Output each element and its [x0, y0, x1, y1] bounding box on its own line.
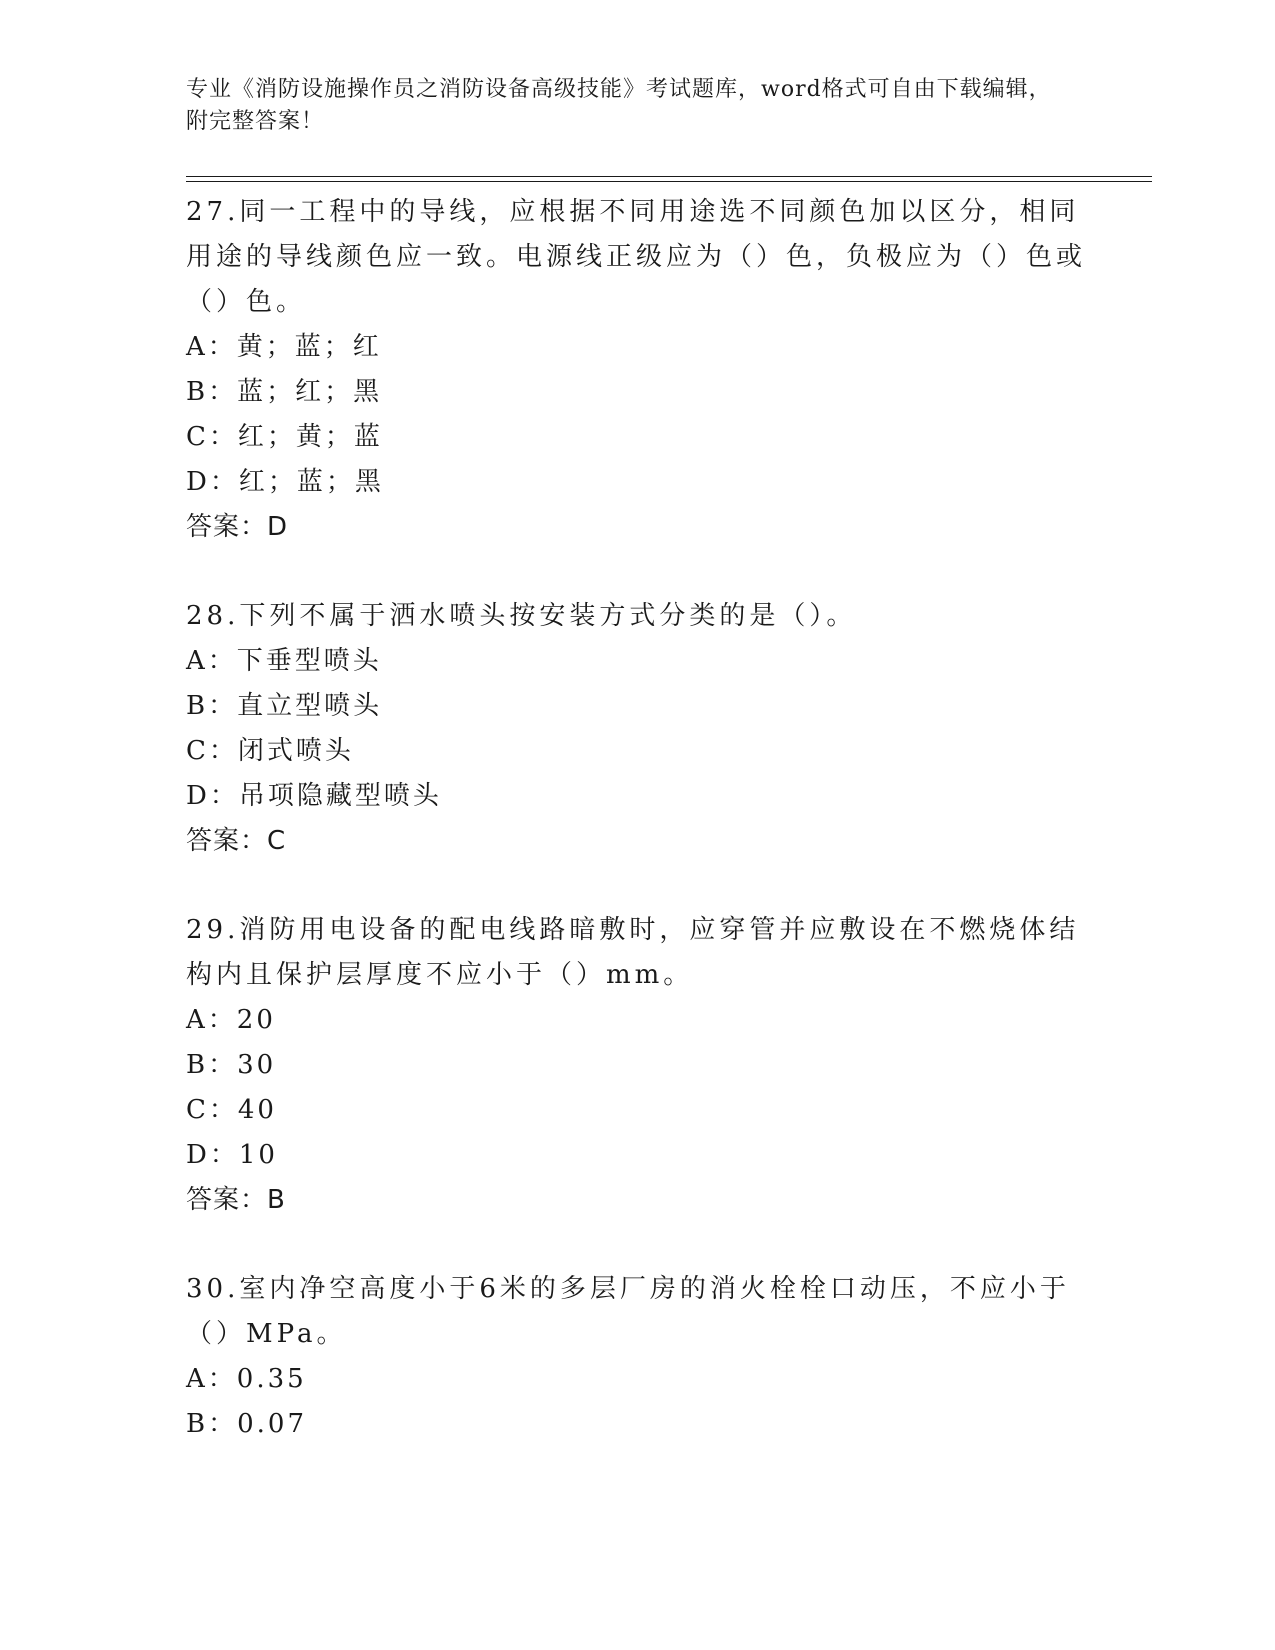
option-a: A：下垂型喷头	[186, 646, 382, 676]
question-27	[186, 190, 1086, 550]
answer: 答案：C	[186, 826, 287, 856]
option-c: C：40	[186, 1095, 277, 1125]
answer: 答案：D	[186, 512, 289, 542]
option-b: B：蓝；红；黑	[186, 377, 383, 407]
option-d: D：红；蓝；黑	[186, 467, 384, 497]
header-divider-top	[186, 176, 1152, 177]
question-stem: 27.同一工程中的导线，应根据不同用途选不同颜色加以区分，相同用途的导线颜色应一致。电源线正级应为（）色，负极应为（）色或（）色。	[186, 197, 1087, 317]
option-c: C：闭式喷头	[186, 736, 354, 766]
question-30	[186, 1267, 1086, 1447]
option-a: A：20	[186, 1005, 276, 1035]
question-stem: 28.下列不属于洒水喷头按安装方式分类的是（）。	[186, 601, 857, 631]
option-b: B：0.07	[186, 1409, 307, 1439]
question-stem: 30.室内净空高度小于6米的多层厂房的消火栓栓口动压，不应小于（）MPa。	[186, 1274, 1070, 1349]
document-header: 专业《消防设施操作员之消防设备高级技能》考试题库，word格式可自由下载编辑，附完整答案！	[186, 77, 1052, 134]
option-a: A：黄；蓝；红	[186, 332, 382, 362]
header-divider-bottom	[186, 181, 1152, 182]
question-29	[186, 908, 1086, 1223]
option-d: D：吊项隐藏型喷头	[186, 781, 442, 811]
option-a: A：0.35	[186, 1364, 307, 1394]
question-28	[186, 594, 1086, 864]
option-d: D：10	[186, 1140, 278, 1170]
option-c: C：红；黄；蓝	[186, 422, 383, 452]
question-stem: 29.消防用电设备的配电线路暗敷时，应穿管并应敷设在不燃烧体结构内且保护层厚度不应小于（）mm。	[186, 915, 1080, 990]
option-b: B：直立型喷头	[186, 691, 383, 721]
question-list	[186, 190, 1086, 1491]
option-b: B：30	[186, 1050, 277, 1080]
answer: 答案：B	[186, 1185, 286, 1215]
